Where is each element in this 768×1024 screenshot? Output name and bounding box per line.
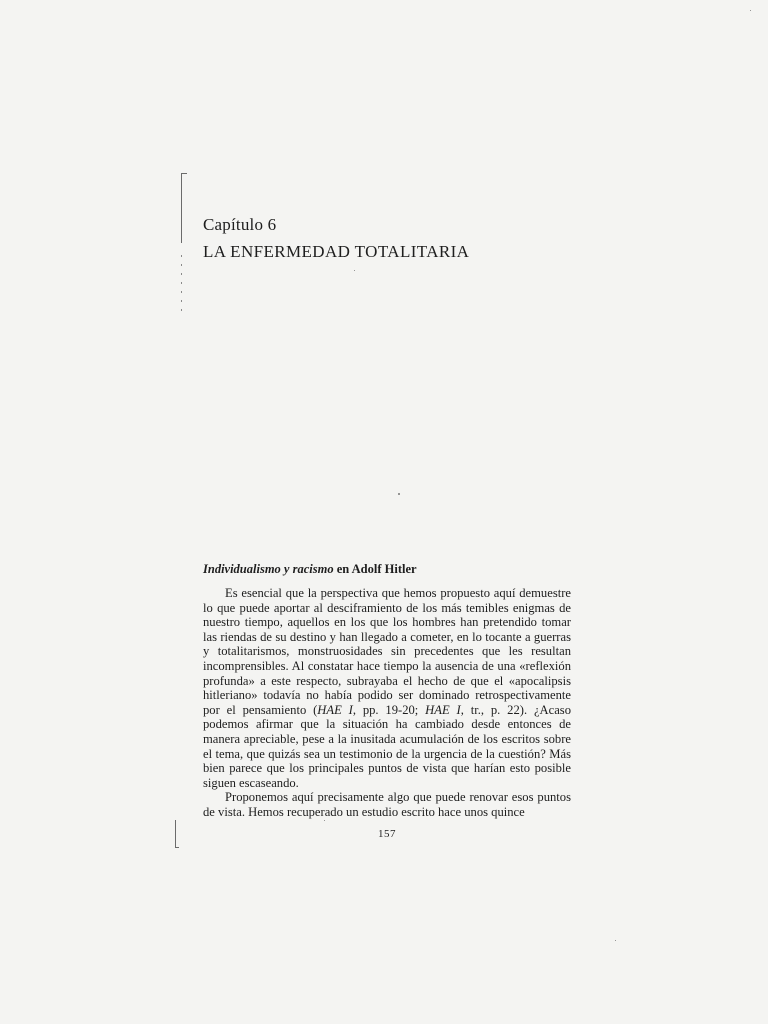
- scan-speck: [324, 820, 325, 821]
- chapter-title: LA ENFERMEDAD TOTALITARIA: [203, 242, 470, 261]
- scan-margin-mark: [181, 173, 187, 174]
- scan-speck: [398, 493, 400, 495]
- scan-speck: [750, 10, 751, 11]
- citation: HAE I: [317, 702, 353, 717]
- section-heading-part: en Adolf Hitler: [333, 562, 417, 576]
- section-heading-part: racismo: [292, 562, 334, 576]
- scan-margin-mark: [175, 847, 179, 848]
- citation: HAE I: [425, 702, 461, 717]
- scan-speck: [615, 940, 616, 941]
- scan-margin-mark: [175, 820, 176, 848]
- paragraph-text: , tr., p. 22). ¿Acaso podemos afirmar que la situación ha cambiado desde entonces de manera apreciable, pese a la inusitada acumulación de los escritos sobre el tema, que quizás sea un testimonio de la urgencia de la cuestión? Más bien parece que los principales puntos de vista que harían esto posible siguen escaseando.: [203, 702, 572, 790]
- page-number: 157: [378, 828, 396, 840]
- paragraph-text: , pp. 19-20;: [352, 702, 426, 717]
- scan-speck: [354, 270, 355, 271]
- paragraph-text: Es esencial que la perspectiva que hemos propuesto aquí demuestre lo que puede aportar al desciframiento de los más temibles enigmas de nuestro tiempo, aquellos en los que los hombres han pretendido tomar las riendas de su destino y han llegado a cometer, en lo tocante a guerras y totalitarismos, monstruosidades sin precedentes que les resultan incomprensibles. Al constatar hace tiempo la ausencia de una «reflexión profunda» a este respecto, subrayaba el hecho de que el «apocalipsis hitleriano» todavía no había podido ser dominado retrospectivamente por el pensamiento (: [203, 586, 571, 717]
- section-heading-part: Individualismo y: [203, 562, 293, 576]
- chapter-label: Capítulo 6: [203, 215, 277, 234]
- scan-margin-dots: [181, 255, 182, 315]
- body-text: [203, 586, 571, 820]
- scan-margin-mark: [181, 173, 182, 243]
- paragraph: Proponemos aquí precisamente algo que puede renovar esos puntos de vista. Hemos recuperado un estudio escrito hace unos quince: [203, 790, 571, 819]
- paragraph: [203, 586, 571, 790]
- section-heading: [203, 562, 417, 577]
